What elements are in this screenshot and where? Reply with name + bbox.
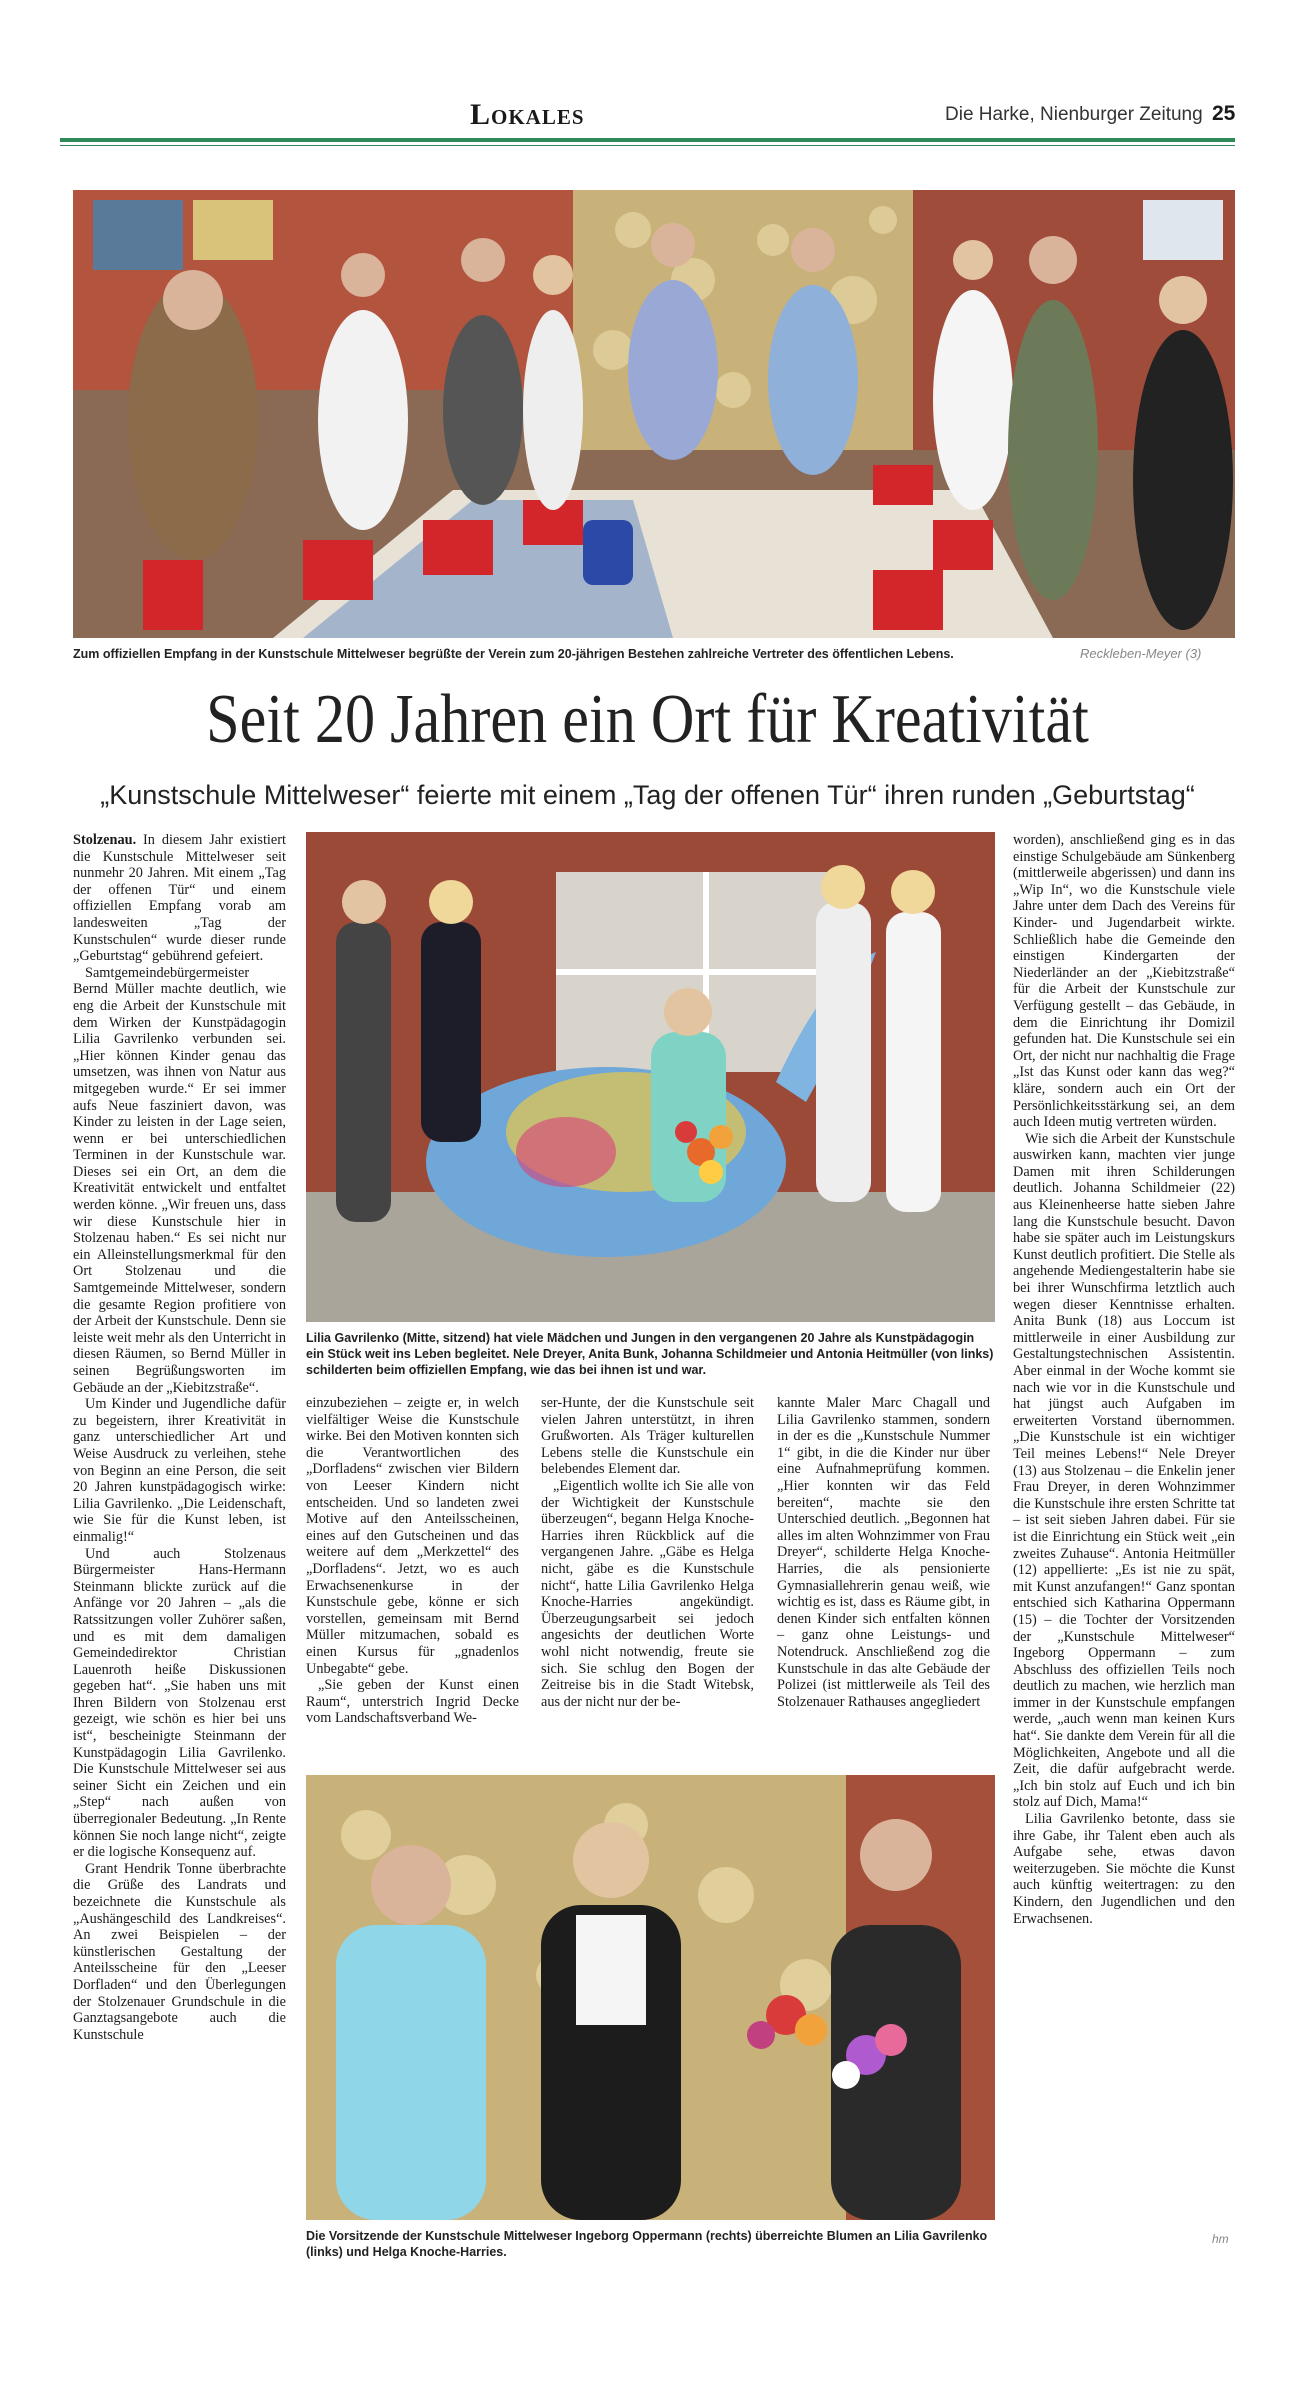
article-column-4: [777, 1395, 990, 1765]
article-paragraph: Lilia Gavrilenko betonte, dass sie ihre Gabe, ihr Talent eben auch als Aufgabe sehe, etwas davon weiterzugeben. Sie möchte die Kunst auch künftig weitertragen: zu den Kindern, den Jugendlichen und den Erwachsenen.: [1013, 1811, 1235, 1927]
article-paragraph: Wie sich die Arbeit der Kunstschule auswirken kann, machten vier junge Damen mit ihren Schilderungen deutlich. Johanna Schildmeier (22) aus Kleinenheerse hatte sieben Jahre lang die Kunstschule besucht. Davon habe sie später auch im Leistungskurs Kunst deutlich profitiert. Die Stelle als angehende Mediengestalterin habe sie bei ihrer Wunschfirma letztlich auch wegen dieser Kenntnisse erhalten. Anita Bunk (18) aus Loccum ist mittlerweile in einer Ausbildung zur Gestaltungstechnischen Assistentin. Aber einmal in der Woche kommt sie nach wie vor in die Kunstschule und hat jüngst auch Aufgaben im erweiterten Vorstand übernommen. „Die Kunstschule ist ein wichtiger Teil meines Lebens!“ Nele Dreyer (13) aus Stolzenau – die Enkelin jener Frau Dreyer, in deren Wohnzimmer die Kunstschule ihre ersten Schritte tat – ist seit sieben Jahren dabei. Für sie ist die Einrichtung ein Stück weit „ein zweites Zuhause“. Antonia Heitmüller (12) appellierte: „Es ist nie zu spät, mit Kunst anzufangen!“ Ganz spontan entschied sich Katharina Oppermann (15) – die Tochter der Vorsitzenden der „Kunstschule Mittelweser“ Ingeborg Oppermann – zum Abschluss des offiziellen Teils noch deutlich zu machen, wie herzlich man immer in der Kunstschule empfangen werde, „auch wenn man keinen Kurs hat“. Sie dankte dem Verein für all die Möglichkeiten, Angebote und all die Zeit, die dafür aufgebracht werde. „Ich bin stolz auf Euch und ich bin stolz auf Dich, Mama!“: [1013, 1130, 1235, 1811]
dateline: Stolzenau.: [73, 832, 137, 848]
article-column-1: [73, 832, 286, 2277]
article-paragraph: Grant Hendrik Tonne überbrachte die Grüße des Landrats und bezeichnete die Kunstschule als „Aushängeschild des Landkreises“. An zwei Beispielen – der künstlerischen Gestaltung der Anteilsscheine für den „Leeser Dorfladen“ und den Überlegungen der Stolzenauer Grundschule in die Ganztagsangebote auch die Kunstschule: [73, 1860, 286, 2043]
paragraph-text: In diesem Jahr existiert die Kunstschule Mittelweser seit nunmehr 20 Jahren. Mit einem „Tag der offenen Tür“ und einem offiziellen Empfang vorab am landesweiten „Tag der Kunstschulen“ wurde dieser runde „Geburtstag“ gebührend gefeiert.: [73, 832, 286, 965]
photo-caption-bottom: Die Vorsitzende der Kunstschule Mittelweser Ingeborg Oppermann (rechts) überreichte Blumen an Lilia Gavrilenko (links) und Helga Knoche-Harries.: [306, 2229, 988, 2259]
author-signature: hm: [1212, 2232, 1229, 2246]
section-title: Lokales: [470, 98, 585, 131]
article-paragraph: kannte Maler Marc Chagall und Lilia Gavrilenko stammen, sondern in der es die „Kunstschule Nummer 1“ gibt, in die die Kinder nur über eine Aufnahmeprüfung kommen. „Hier konnten wir das Feld bereiten“, machte sie den Unterschied deutlich. „Begonnen hat alles im alten Wohnzimmer von Frau Dreyer“, schilderte Helga Knoche-Harries, die als pensionierte Gymnasiallehrerin genau weiß, wie wichtig es ist, dass es Räume gibt, in denen Kinder sich entfalten können – ganz ohne Leistungs- und Notendruck. Anschließend zog die Kunstschule in das alte Gebäude der Polizei (ist mittlerweile als Teil des Stolzenauer Rathauses angegliedert: [777, 1395, 990, 1710]
article-paragraph: Um Kinder und Jugendliche dafür zu begeistern, ihrer Kreativität in ganz unterschiedlicher Art und Weise Ausdruck zu verleihen, stehe von Beginn an eine Person, die seit 20 Jahren kunstpädagogisch wirke: Lilia Gavrilenko. „Die Leidenschaft, wie Sie für die Kunst leben, ist einmalig!“: [73, 1396, 286, 1545]
photo-flower-presentation: [306, 1775, 995, 2220]
photo-reception: [73, 190, 1235, 638]
article-column-5: [1013, 832, 1235, 2262]
article-paragraph: „Eigentlich wollte ich Sie alle von der Wichtigkeit der Kunstschule überzeugen“, begann Helga Knoche-Harries ihren Rückblick auf die vergangenen Jahre. „Gäbe es Helga nicht, gäbe es die Kunstschule nicht“, hatte Lilia Gavrilenko Helga Knoche-Harries angekündigt. Überzeugungsarbeit sei jedoch angesichts der deutlichen Worte wohl nicht notwendig, freute sie sich. Sie schlug den Bogen der Zeitreise bis in die Stadt Witebsk, aus der nicht nur der be-: [541, 1477, 754, 1710]
article-headline: Seit 20 Jahren ein Ort für Kreativität: [206, 681, 1089, 758]
article-paragraph: [73, 832, 286, 965]
header-rule: [60, 138, 1235, 142]
article-paragraph: Und auch Stolzenaus Bürgermeister Hans-Hermann Steinmann blickte zurück auf die Anfänge vor 20 Jahren – „als die Ratssitzungen voller Zuhörer saßen, und es mit dem damaligen Gemeindedirektor Christian Lauenroth heiße Diskussionen gegeben hat“. „Sie haben uns mit Ihren Bildern von Stolzenau erst gezeigt, wie schön es hier bei uns ist“, bescheinigte Steinmann der Kunstpädagogin Lilia Gavrilenko. Die Kunstschule Mittelweser sei aus seiner Sicht ein Zeichen und ein „Step“ nach außen von überregionaler Bedeutung. „In Rente können Sie noch lange nicht“, zeigte er die logische Konsequenz auf.: [73, 1545, 286, 1861]
article-paragraph: einzubeziehen – zeigte er, in welch vielfältiger Weise die Kunstschule wirke. Bei den Motiven konnten sich die Verantwortlichen des „Dorfladens“ zwischen vier Bildern von Leeser Kindern nicht entscheiden. Und so landeten zwei Motive auf den Anteilsscheinen, eines auf den Gutscheinen und das weitere auf dem „Merkzettel“ des „Dorfladens“. Jetzt, wo es auch Erwachsenenkurse in der Kunstschule gebe, könne er sich vorstellen, gemeinsam mit Bernd Müller mitzumachen, sobald es einen Kursus für „gnadenlos Unbegabte“ gebe.: [306, 1395, 519, 1677]
article-paragraph: worden), anschließend ging es in das einstige Schulgebäude am Sünkenberg (mittlerweile abgerissen) und dann ins „Wip In“, wo die Kunstschule viele Jahre unter dem Dach des Vereins für Kinder- und Jugendarbeit wirkte. Schließlich habe die Gemeinde den einstigen Kindergarten der Niederländer an der „Kiebitzstraße“ für die Arbeit der Kunstschule zur Verfügung gestellt – das Gebäude, in dem die Einrichtung ihr Domizil gefunden hat. Die Kunstschule sei ein Ort, der nicht nur nachhaltig die Frage „Ist das Kunst oder kann das weg?“ kläre, sondern auch ein Ort der Persönlichkeitsstärkung sei, an dem auch Ideen mutig vertreten würden.: [1013, 832, 1235, 1131]
newspaper-name: Die Harke, Nienburger Zeitung: [945, 104, 1203, 125]
article-subheadline: „Kunstschule Mittelweser“ feierte mit einem „Tag der offenen Tür“ ihren runden „Geburtstag“: [100, 780, 1195, 810]
article-paragraph: „Sie geben der Kunst einen Raum“, unterstrich Ingrid Decke vom Landschaftsverband We-: [306, 1677, 519, 1727]
photo-caption-top: Zum offiziellen Empfang in der Kunstschule Mittelweser begrüßte der Verein zum 20-jährigen Bestehen zahlreiche Vertreter des öffentlichen Lebens.: [73, 647, 954, 661]
photo-students-whale: [306, 832, 995, 1322]
photo-credit: Reckleben-Meyer (3): [1080, 646, 1202, 661]
article-paragraph: Samtgemeindebürgermeister Bernd Müller machte deutlich, wie eng die Arbeit der Kunstschule mit dem Wirken der Kunstpädagogin Lilia Gavrilenko verbunden sei. „Hier können Kinder genau das umsetzen, was ihnen von Natur aus mitgegeben wurde.“ Er sei immer aufs Neue fasziniert davon, was Kinder zu leisten in der Lage seien, wenn er bei unterschiedlichen Terminen in der Kunstschule war. Dieses sei ein Ort, an dem die Kreativität entwickelt und entfaltet werden könne. „Wir freuen uns, dass wir diese Kunstschule hier in Stolzenau haben.“ Es sei nicht nur ein Alleinstellungsmerkmal für den Ort Stolzenau und die Samtgemeinde Mittelweser, sondern die gesamte Region profitiere von der Arbeit der Kunstschule. Denn sie leiste weit mehr als den Unterricht in diesen Räumen, so Bernd Müller in seinen Begrüßungsworten im Gebäude an der „Kiebitzstraße“.: [73, 964, 286, 1396]
photo-caption-middle: Lilia Gavrilenko (Mitte, sitzend) hat viele Mädchen und Jungen in den vergangenen 20 Jahre als Kunstpädagogin ein Stück weit ins Leben begleitet. Nele Dreyer, Anita Bunk, Johanna Schildmeier und Antonia Heitmüller (von links) schilderten beim offiziellen Empfang, wie das bei ihnen ist und war.: [306, 1331, 994, 1377]
page-number: 25: [1212, 102, 1236, 125]
article-column-3: [541, 1395, 754, 1765]
article-paragraph: ser-Hunte, der die Kunstschule seit vielen Jahren unterstützt, in ihren Grußworten. Als Träger kulturellen Lebens stelle die Kunstschule ein belebendes Element dar.: [541, 1395, 754, 1478]
header-rule-thin: [60, 145, 1235, 146]
article-column-2: [306, 1395, 519, 1765]
